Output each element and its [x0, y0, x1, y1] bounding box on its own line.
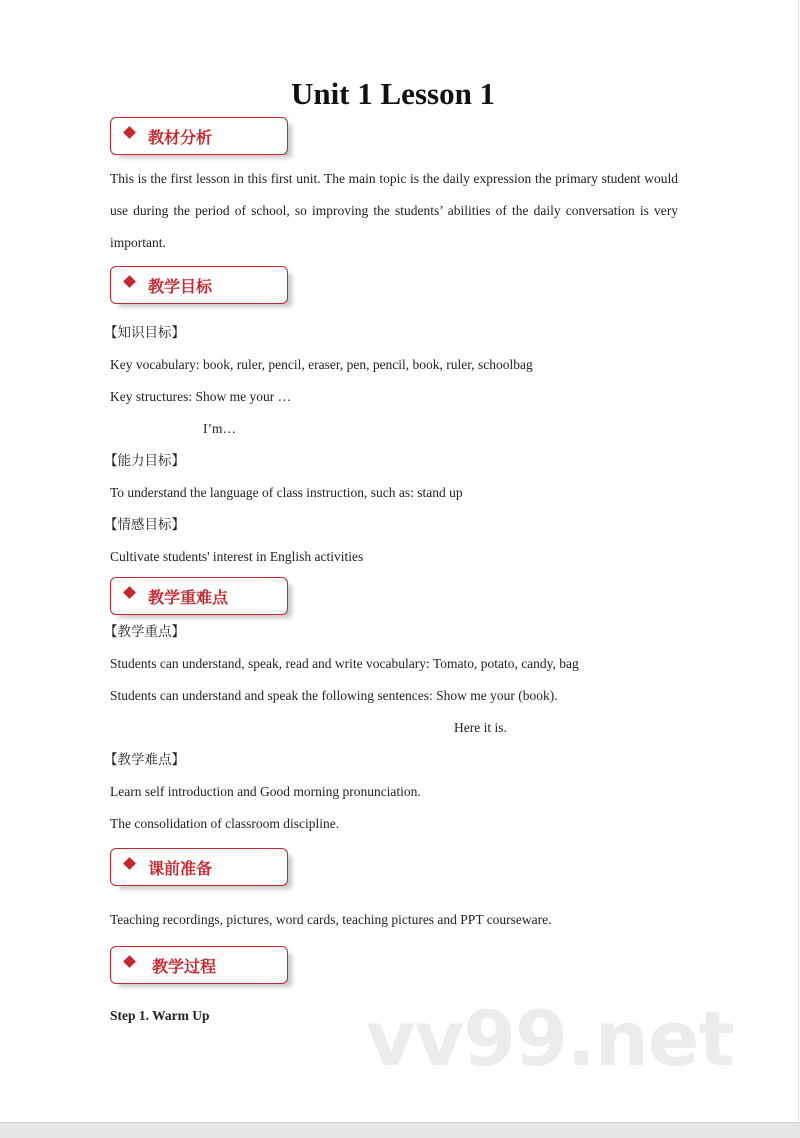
- emotion-line: Cultivate students' interest in English activities: [110, 549, 364, 564]
- structures-line-2: I’m…: [203, 421, 236, 436]
- section-label: 课前准备: [148, 859, 213, 878]
- page-title: Unit 1 Lesson 1: [290, 76, 496, 111]
- diamond-icon: [123, 275, 136, 288]
- difficulty-line-2: The consolidation of classroom discipline.: [110, 816, 340, 831]
- section-label: 教学过程: [152, 957, 217, 976]
- difficulty-line-1: Learn self introduction and Good morning pronunciation.: [110, 784, 421, 799]
- diamond-icon: [123, 857, 136, 870]
- vocabulary-line: Key vocabulary: book, ruler, pencil, eraser, pen, pencil, book, ruler, schoolbag: [110, 357, 533, 372]
- step-1-heading: Step 1. Warm Up: [110, 1008, 210, 1023]
- watermark: vv99.net: [366, 994, 734, 1083]
- preparation-line: Teaching recordings, pictures, word cards, teaching pictures and PPT courseware.: [110, 912, 552, 927]
- difficulty-heading: 【教学难点】: [104, 752, 185, 767]
- section-label: 教学目标: [148, 277, 213, 296]
- section-label: 教学重难点: [148, 588, 229, 607]
- focus-line-1: Students can understand, speak, read and write vocabulary: Tomato, potato, candy, bag: [110, 656, 579, 671]
- diamond-icon: [123, 586, 136, 599]
- knowledge-heading: 【知识目标】: [104, 325, 185, 340]
- diamond-icon: [123, 126, 136, 139]
- diamond-icon: [123, 955, 136, 968]
- ability-heading: 【能力目标】: [104, 453, 185, 468]
- ability-line: To understand the language of class instruction, such as: stand up: [110, 485, 463, 500]
- page-bottom-edge: [0, 1122, 800, 1138]
- section-header-teaching-goals: [110, 266, 288, 304]
- focus-line-3: Here it is.: [454, 720, 507, 735]
- focus-heading: 【教学重点】: [104, 624, 185, 639]
- section-header-textbook-analysis: [110, 117, 288, 155]
- focus-line-2: Students can understand and speak the following sentences: Show me your (book).: [110, 688, 558, 703]
- emotion-heading: 【情感目标】: [104, 517, 185, 532]
- section-label: 教材分析: [148, 128, 213, 147]
- structures-line: Key structures: Show me your …: [110, 389, 292, 404]
- section-header-teaching-process: [110, 946, 288, 984]
- section-header-preparation: [110, 848, 288, 886]
- analysis-paragraph: This is the first lesson in this first unit. The main topic is the daily expression the primary student would use during the period of school, so improving the students’ abilities of the daily conversation is very important.: [110, 171, 678, 250]
- section-header-key-points: [110, 577, 288, 615]
